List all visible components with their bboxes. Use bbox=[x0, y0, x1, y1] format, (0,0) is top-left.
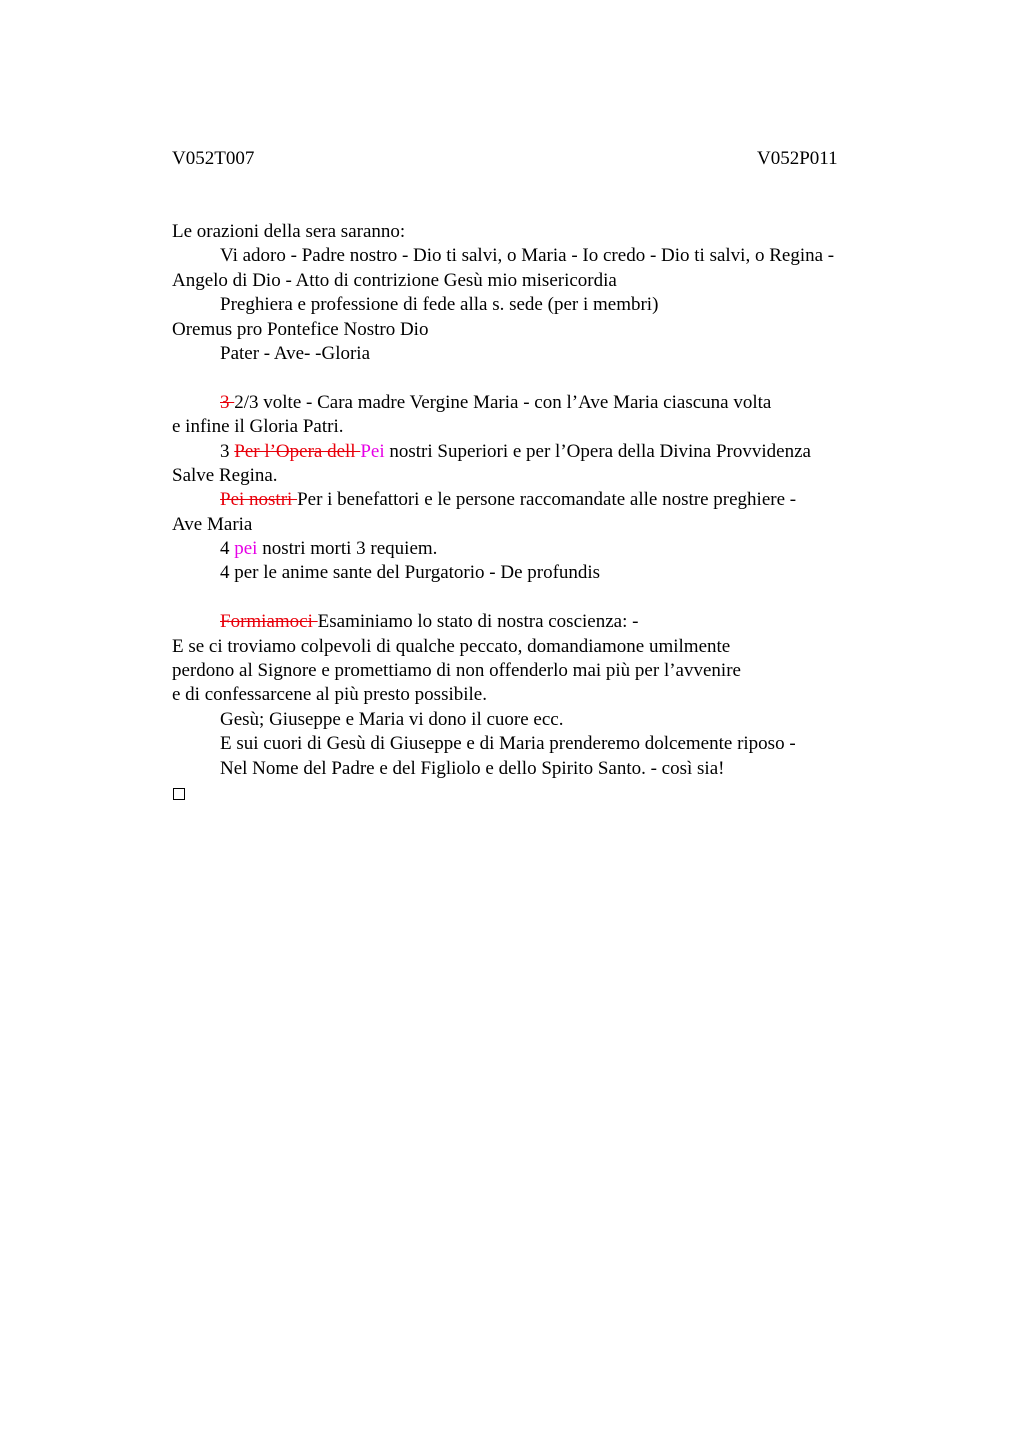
text-line: e infine il Gloria Patri. bbox=[172, 416, 344, 438]
text-line: Vi adoro - Padre nostro - Dio ti salvi, o Maria - Io credo - Dio ti salvi, o Regina - bbox=[220, 245, 835, 267]
line-text: 4 bbox=[220, 538, 235, 560]
text-line bbox=[172, 537, 902, 561]
deleted-text: Formiamoci bbox=[220, 611, 318, 633]
text-line bbox=[172, 488, 902, 512]
blank-line bbox=[172, 586, 902, 610]
text-line: Preghiera e professione di fede alla s. sede (per i membri) bbox=[220, 294, 659, 316]
end-marker-line bbox=[172, 781, 902, 805]
text-line bbox=[172, 440, 902, 464]
text-line: E se ci troviamo colpevoli di qualche peccato, domandiamone umilmente bbox=[172, 635, 731, 657]
text-line: Ave Maria bbox=[172, 513, 253, 535]
text-line: Salve Regina. bbox=[172, 464, 278, 486]
text-line: Pater - Ave- -Gloria bbox=[220, 342, 371, 364]
line-text: 2/3 volte - Cara madre Vergine Maria - con l’Ave Maria ciascuna volta bbox=[234, 391, 772, 413]
text-line: Nel Nome del Padre e del Figliolo e dello Spirito Santo. - così sia! bbox=[220, 757, 725, 779]
empty-square-icon bbox=[173, 788, 185, 800]
text-line: Le orazioni della sera saranno: bbox=[172, 221, 406, 242]
line-text: nostri Superiori e per l’Opera della Divina Provvidenza bbox=[384, 440, 811, 462]
line-text: Esaminiamo lo stato di nostra coscienza: - bbox=[317, 611, 639, 633]
text-line: perdono al Signore e promettiamo di non offenderlo mai più per l’avvenire bbox=[172, 660, 741, 682]
line-text: Per i benefattori e le persone raccomandate alle nostre preghiere - bbox=[297, 489, 797, 511]
deleted-text: Per l’Opera dell bbox=[234, 440, 361, 462]
header-left-code: V052T007 bbox=[172, 148, 255, 169]
text-line: Gesù; Giuseppe e Maria vi dono il cuore ecc. bbox=[220, 708, 564, 730]
text-line bbox=[172, 610, 902, 634]
inserted-text: Pei bbox=[360, 440, 385, 462]
line-text: 3 bbox=[220, 440, 235, 462]
text-line: E sui cuori di Gesù di Giuseppe e di Maria prenderemo dolcemente riposo - bbox=[220, 733, 796, 755]
text-line: 4 per le anime sante del Purgatorio - De profundis bbox=[220, 562, 601, 584]
text-line bbox=[172, 391, 902, 415]
line-text: nostri morti 3 requiem. bbox=[257, 538, 438, 560]
deleted-text: Pei nostri bbox=[220, 489, 298, 511]
blank-line bbox=[172, 366, 902, 390]
deleted-text: 3 bbox=[220, 391, 235, 413]
document-body bbox=[172, 220, 902, 805]
text-line: Oremus pro Pontefice Nostro Dio bbox=[172, 318, 429, 340]
inserted-text: pei bbox=[234, 538, 258, 560]
header-right-code: V052P011 bbox=[757, 148, 838, 169]
text-line: Angelo di Dio - Atto di contrizione Gesù mio misericordia bbox=[172, 269, 617, 291]
text-line: e di confessarcene al più presto possibile. bbox=[172, 684, 487, 706]
